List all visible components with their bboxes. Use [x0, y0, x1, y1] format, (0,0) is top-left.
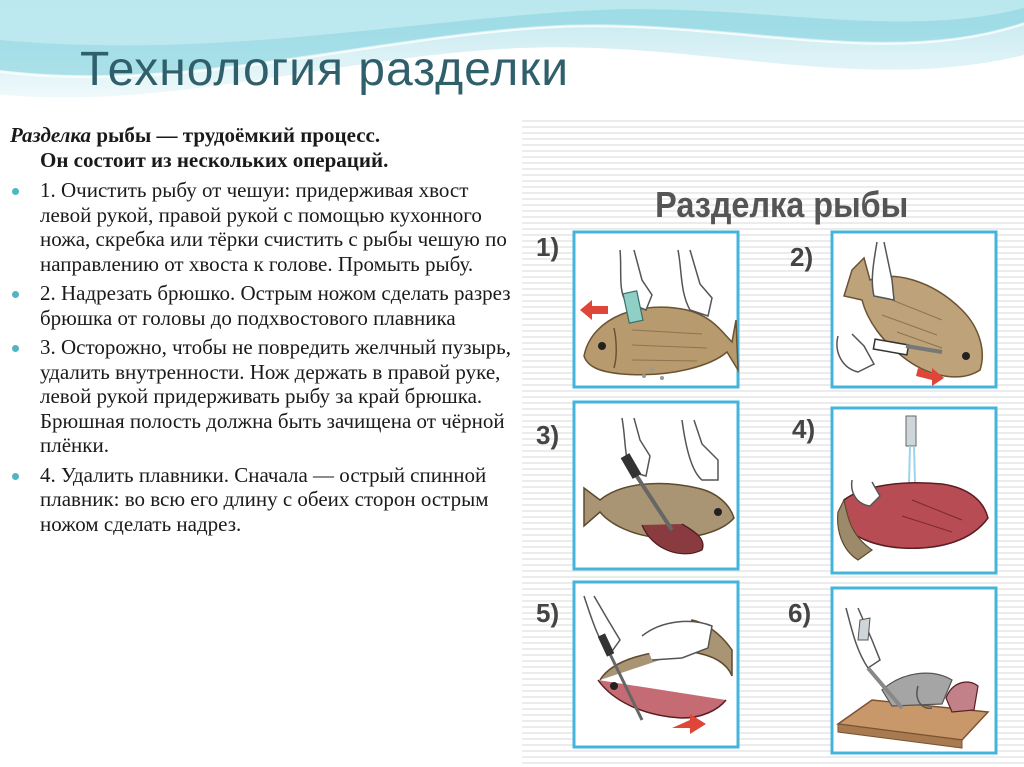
step-2	[10, 281, 515, 330]
step-4	[10, 463, 515, 537]
intro-term: Разделка	[10, 123, 92, 147]
bullet-icon	[12, 188, 19, 195]
panel-1-scaling	[574, 232, 738, 387]
panel-5-removing-fins	[574, 582, 738, 747]
bullet-icon	[12, 473, 19, 480]
figure-title: Разделка рыбы	[655, 185, 909, 226]
bullet-icon	[12, 291, 19, 298]
intro-rest: рыбы — трудоёмкий процесс.	[91, 123, 381, 147]
panel-6-chopping	[832, 588, 996, 753]
intro-second-line: Он состоит из нескольких операций.	[40, 147, 389, 172]
panel-label-3: 3)	[536, 420, 560, 450]
text-column	[10, 123, 515, 541]
step-text: 3. Осторожно, чтобы не повредить желчный пузырь, удалить внутренности. Нож держать в правой руке, левой рукой придерживать рыбу за край брюшка. Брюшная полость должна быть зачищена от чёрной плёнки.	[40, 335, 511, 457]
step-text: 2. Надрезать брюшко. Острым ножом сделать разрез брюшка от головы до подхвостового плавника	[40, 281, 511, 330]
panel-label-4: 4)	[792, 414, 816, 444]
step-text: 4. Удалить плавники. Сначала — острый спинной плавник: во всю его длину с обеих сторон острым ножом сделать надрез.	[40, 462, 489, 536]
step-3	[10, 335, 515, 458]
slide-title: Технология разделки	[80, 43, 570, 96]
figure-panel	[522, 120, 1024, 767]
bullet-icon	[12, 345, 19, 352]
panel-label-2: 2)	[790, 242, 814, 272]
panel-2-cutting-belly	[832, 232, 996, 387]
fish-processing-figure	[522, 120, 1024, 767]
panel-label-5: 5)	[536, 598, 560, 628]
panel-label-1: 1)	[536, 232, 560, 262]
panel-label-6: 6)	[788, 598, 812, 628]
panel-3-removing-insides	[574, 402, 738, 569]
step-text: 1. Очистить рыбу от чешуи: придерживая хвост левой рукой, правой рукой с помощью кухонного ножа, скребка или тёрки счистить с рыбы чешую по направлению от хвоста к голове. Промыть рыбу.	[40, 178, 507, 276]
steps-list	[10, 178, 515, 536]
intro-paragraph	[10, 123, 515, 172]
step-1	[10, 178, 515, 276]
panel-4-washing	[832, 408, 996, 573]
